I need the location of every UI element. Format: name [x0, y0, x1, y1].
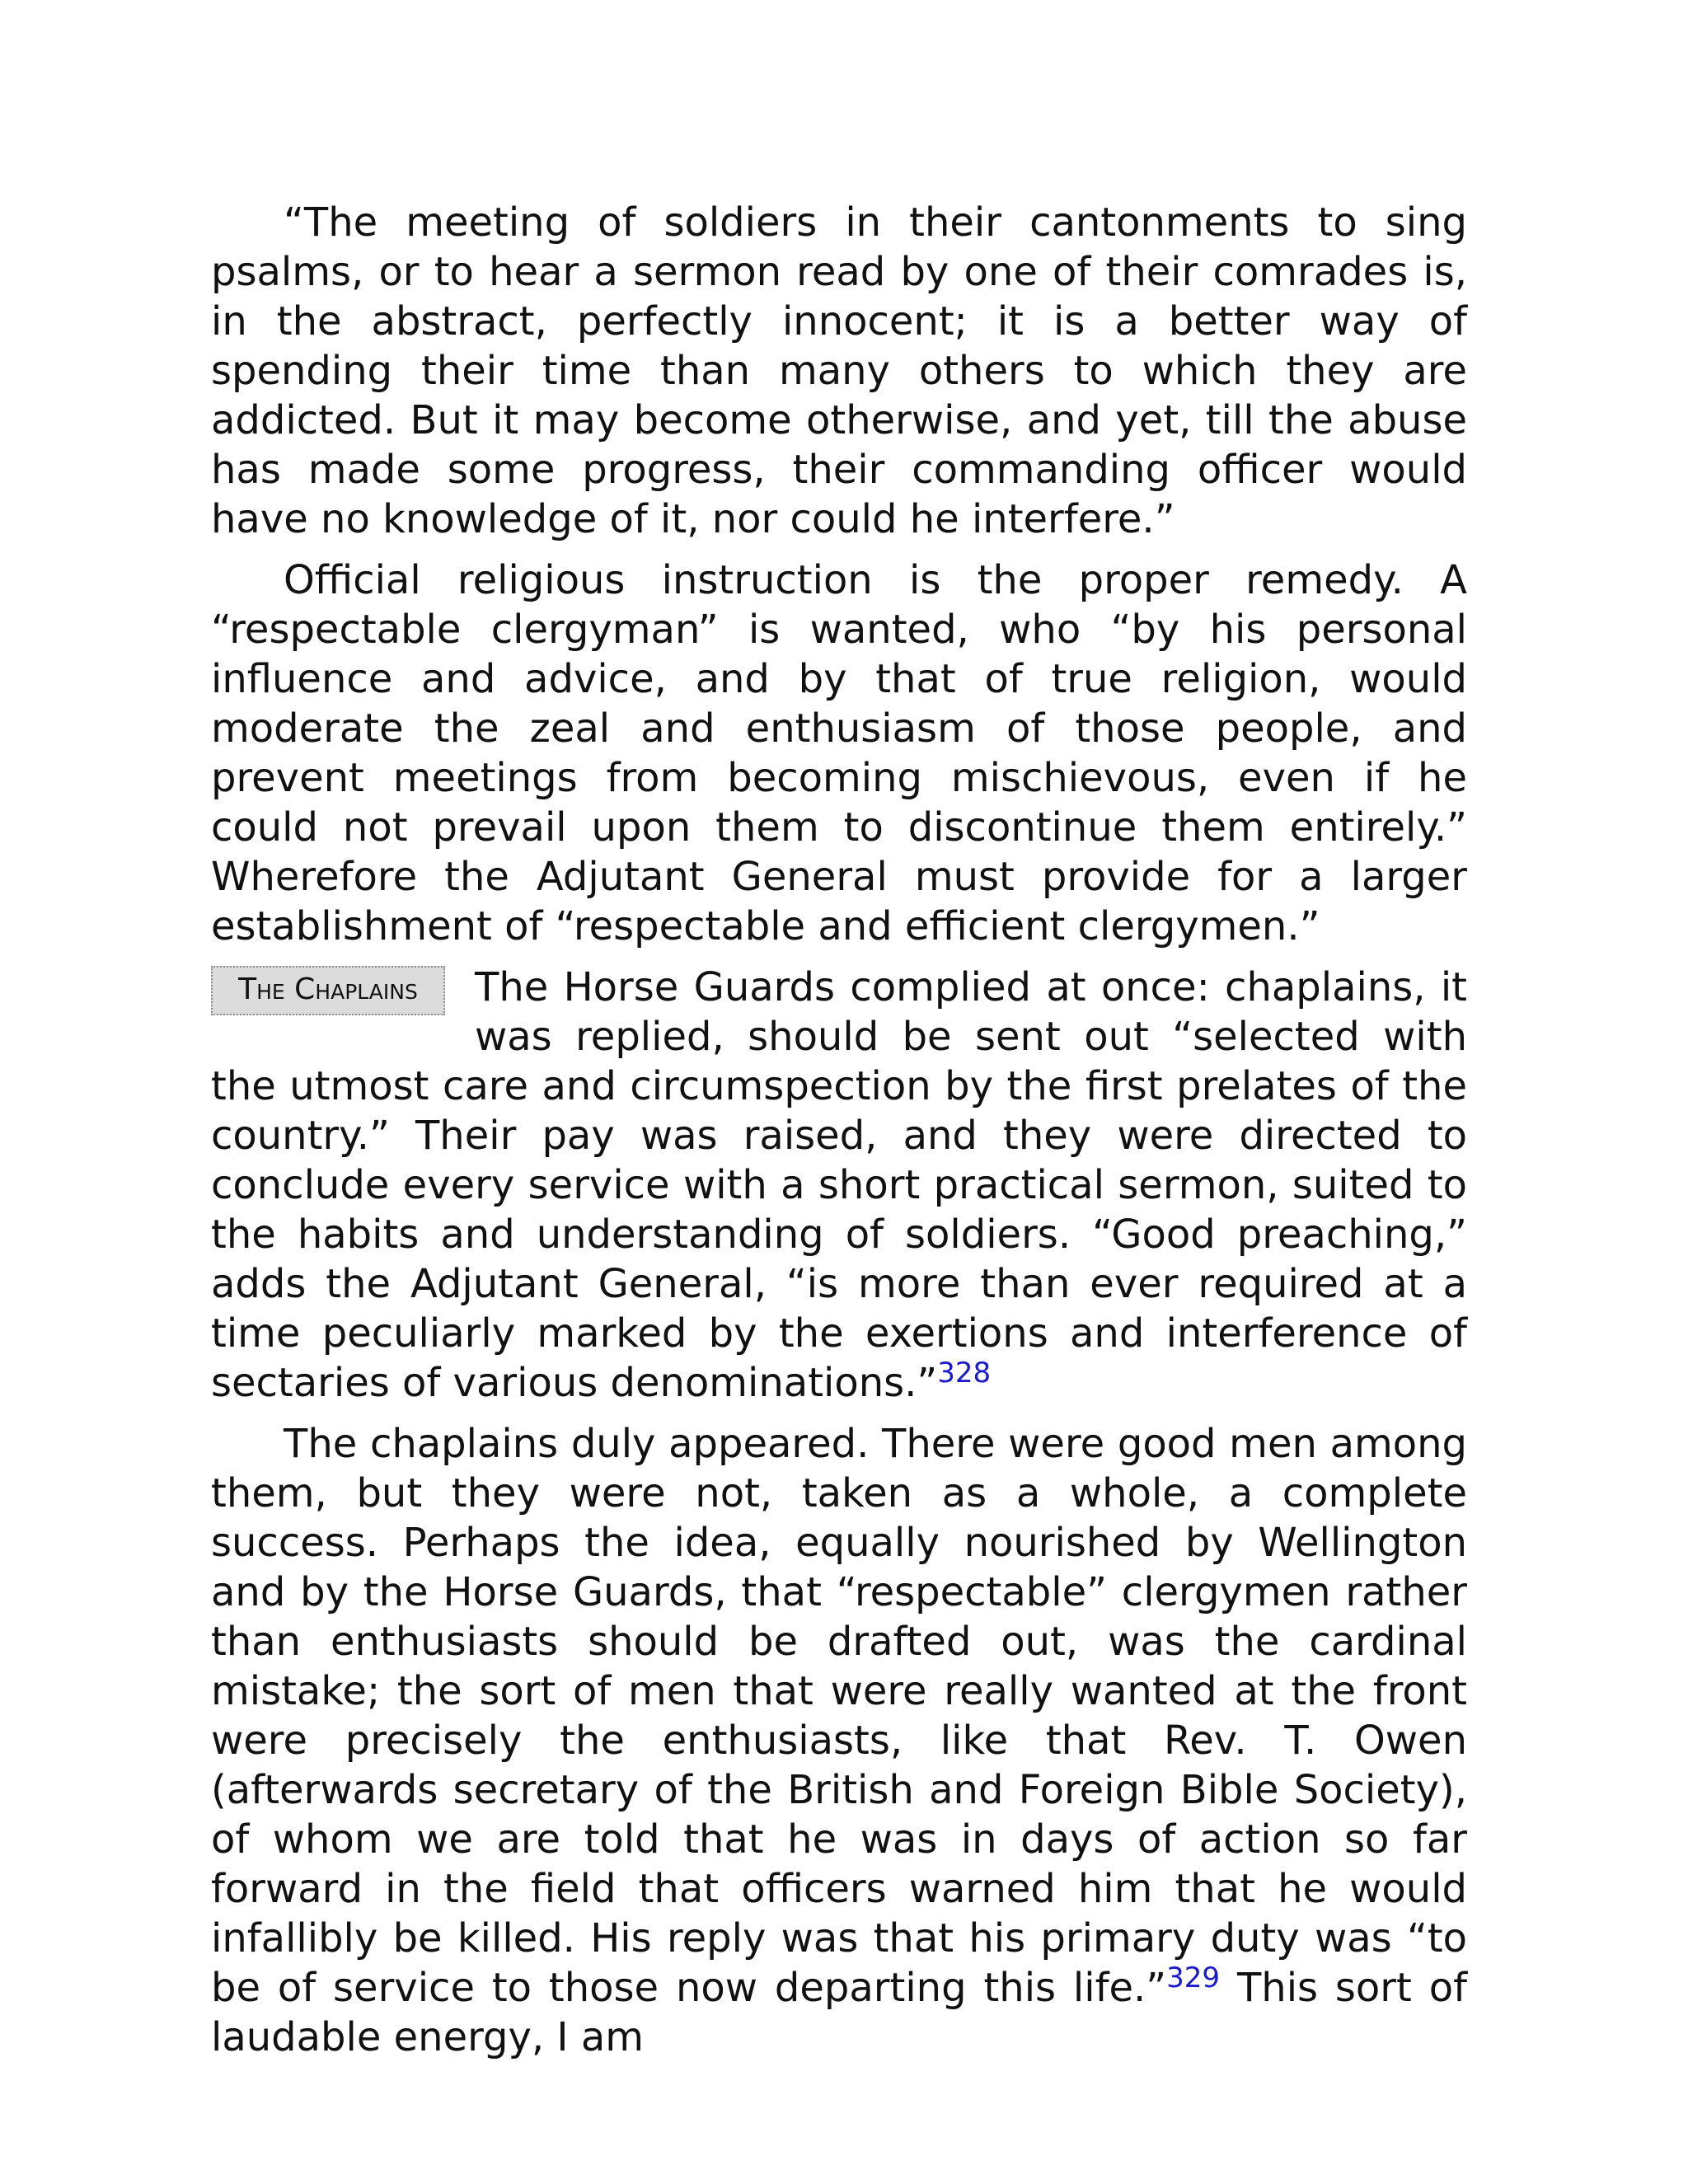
- paragraph-3-text: The Horse Guards complied at once: chaplains, it was replied, should be sent out “selected with the utmost care and circumspection by the first prelates of the country.” Their pay was raised, and they were directed to conclude every service with a short practical sermon, suited to the habits and understanding of soldiers. “Good preaching,” adds the Adjutant General, “is more than ever required at a time peculiarly marked by the exertions and interference of sectaries of various denominations.”: [211, 964, 1467, 1406]
- paragraph-4-tail: This sort of laudable energy, I am: [211, 1965, 1468, 2060]
- footnote-link-329[interactable]: 329: [1166, 1961, 1221, 1994]
- paragraph-1: “The meeting of soldiers in their cantonments to sing psalms, or to hear a sermon read by one of their comrades is, in the abstract, perfectly innocent; it is a better way of spending their time than many others to which they are addicted. But it may become otherwise, and yet, till the abuse has made some progress, their commanding officer would have no knowledge of it, nor could he interfere.”: [211, 199, 1467, 542]
- footnote-link-328[interactable]: 328: [937, 1357, 992, 1390]
- paragraph-4-text: The chaplains duly appeared. There were good men among them, but they were not, taken as a whole, a complete success. Perhaps the idea, equally nourished by Wellington and by the Horse Guards, that “respectable” clergymen rather than enthusiasts should be drafted out, was the cardinal mistake; the sort of men that were really wanted at the front were precisely the enthusiasts, like that Rev. T. Owen (afterwards secretary of the British and Foreign Bible Society), of whom we are told that he was in days of action so far forward in the field that officers warned him that he would infallibly be killed. His reply was that his primary duty was “to be of service to those now departing this life.”: [211, 1421, 1467, 2011]
- paragraph-3: [211, 963, 1467, 1408]
- paragraph-4: [211, 1419, 1467, 2062]
- page-body: [211, 198, 1467, 2074]
- sidenote-the-chaplains: The Chaplains: [211, 966, 445, 1015]
- paragraph-2: Official religious instruction is the proper remedy. A “respectable clergyman” is wanted, who “by his personal influence and advice, and by that of true religion, would moderate the zeal and enthusiasm of those people, and prevent meetings from becoming mischievous, even if he could not prevail upon them to discontinue them entirely.” Wherefore the Adjutant General must provide for a larger establishment of “respectable and efficient clergymen.”: [211, 557, 1467, 949]
